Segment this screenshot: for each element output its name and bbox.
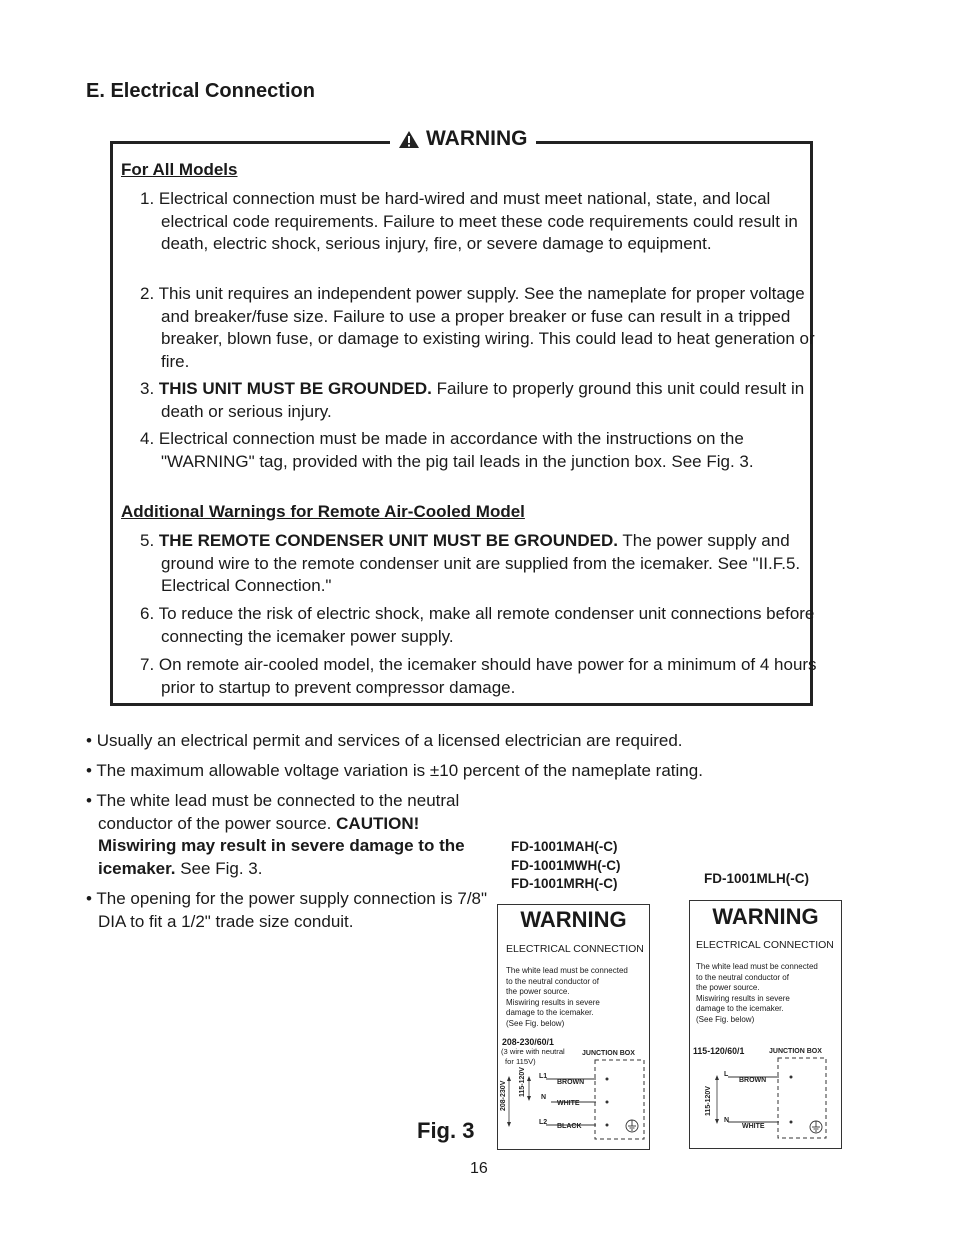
item-number: 1. — [140, 189, 155, 208]
item-number: 3. — [140, 379, 155, 398]
note-line: to the neutral conductor of — [506, 976, 599, 986]
item-text: Electrical connection must be hard-wired and must meet national, state, and local electrical code requirements. Failure to meet these code requirements could result in death, electric shock, serious injury, fire, or severe damage to equipment. — [158, 189, 798, 253]
item-number: 7. — [140, 655, 155, 674]
note-line: (3 wire with neutral — [501, 1047, 565, 1056]
tag-title: WARNING — [520, 907, 627, 932]
model-label: FD-1001MAH(-C) — [511, 839, 618, 854]
item-text: On remote air-cooled model, the icemaker should have power for a minimum of 4 hours prior to startup to prevent compressor damage. — [158, 655, 817, 697]
note-line: the power source. — [696, 983, 760, 993]
item-text: Failure to properly ground this unit could result in death or serious injury. — [161, 379, 805, 421]
item-text: Electrical connection must be made in accordance with the instructions on the "WARNING" tag, provided with the pig tail leads in the junction box. See Fig. 3. — [158, 429, 754, 471]
bullet-opening: • The opening for the power supply connection is 7/8" DIA to fit a 1/2" trade size conduit. — [86, 889, 488, 931]
junction-box-label: JUNCTION BOX — [582, 1050, 635, 1057]
item-text: This unit requires an independent power supply. See the nameplate for proper voltage and breaker/fuse size. Failure to use a proper breaker or fuse can result in a tripped breaker, blown fuse, or damage to existing wiring. This could lead to heat generation or fire. — [158, 284, 815, 371]
v-label: 115-120V — [705, 1086, 712, 1116]
item-bold: THE REMOTE CONDENSER UNIT MUST BE GROUNDED. — [158, 531, 618, 550]
junction-box — [595, 1060, 644, 1139]
v-outer-label: 208-230V — [500, 1080, 507, 1111]
note-line: Miswiring results in severe — [696, 993, 790, 1003]
model-label: FD-1001MWH(-C) — [511, 857, 621, 873]
model-label: FD-1001MRH(-C) — [511, 876, 618, 891]
warning-item-6 — [140, 603, 821, 648]
note-line: damage to the icemaker. — [696, 1004, 784, 1014]
note-line: the power source. — [506, 987, 570, 997]
note-line: Miswiring results in severe — [506, 997, 600, 1007]
tag-subtitle: ELECTRICAL CONNECTION — [506, 943, 644, 955]
note-line: for 115V) — [505, 1057, 536, 1066]
warning-item-4 — [140, 428, 821, 473]
n-label: N — [724, 1117, 730, 1124]
l2-label: L2 — [539, 1119, 548, 1126]
ground-symbol-icon — [626, 1120, 638, 1132]
v-inner-label: 115-120V — [519, 1067, 526, 1097]
tag-voltage: 115-120/60/1 — [693, 1046, 745, 1056]
item-bold: THIS UNIT MUST BE GROUNDED. — [158, 379, 432, 398]
subheading-all-models: For All Models — [121, 160, 238, 179]
warning-triangle-icon — [398, 130, 420, 149]
note-line: (See Fig. below) — [506, 1018, 565, 1028]
models-left — [511, 838, 621, 894]
warning-item-7 — [140, 654, 821, 699]
black-label: BLACK — [557, 1123, 582, 1130]
see-fig: See Fig. 3. — [180, 858, 263, 878]
bullet-text: The opening for the power supply connection is 7/8" DIA to fit a 1/2" trade size conduit. — [96, 889, 488, 931]
note-line: damage to the icemaker. — [506, 1008, 594, 1018]
warning-item-5 — [140, 530, 821, 598]
caution-text: CAUTION! Miswiring may result in severe damage to the icemaker. — [98, 813, 465, 878]
bullet-white-lead: • The white lead must be connected to the neutral conductor of the power source. CAUTION! Miswiring may result in severe damage to the icemaker. See Fig. 3. — [86, 791, 465, 878]
white-label: WHITE — [742, 1123, 765, 1130]
junction-box-label: JUNCTION BOX — [769, 1048, 822, 1055]
subheading-remote: Additional Warnings for Remote Air-Cooled Model — [121, 502, 525, 521]
page-number: 16 — [470, 1160, 488, 1177]
model-right: FD-1001MLH(-C) — [704, 871, 810, 886]
bullet-text: The maximum allowable voltage variation is ±10 percent of the nameplate rating. — [96, 761, 703, 780]
ground-symbol-icon — [810, 1121, 822, 1133]
junction-box — [778, 1058, 826, 1138]
figure-label: Fig. 3 — [417, 1118, 475, 1143]
brown-label: BROWN — [739, 1077, 767, 1084]
warning-tag-right — [689, 900, 842, 1149]
note-line: The white lead must be connected — [506, 966, 628, 975]
warning-heading-text: WARNING — [426, 127, 528, 150]
warning-heading — [390, 127, 536, 151]
item-number: 4. — [140, 429, 155, 448]
note-line: (See Fig. below) — [696, 1014, 755, 1024]
item-number: 5. — [140, 531, 155, 550]
note-line: The white lead must be connected — [696, 962, 818, 971]
bullet-text: Usually an electrical permit and services of a licensed electrician are required. — [96, 731, 683, 750]
tag-title: WARNING — [712, 904, 819, 929]
warning-item-2 — [140, 283, 821, 373]
brown-label: BROWN — [557, 1079, 585, 1086]
warning-tag-left — [497, 904, 650, 1150]
item-number: 6. — [140, 604, 155, 623]
item-text: The power supply and ground wire to the remote condenser unit are supplied from the icemaker. See "II.F.5. Electrical Connection." — [161, 531, 801, 595]
wiring-diagram-right — [690, 901, 843, 1150]
white-label: WHITE — [557, 1100, 580, 1107]
item-text: To reduce the risk of electric shock, make all remote condenser unit connections before connecting the icemaker power supply. — [158, 604, 815, 646]
note-line: to the neutral conductor of — [696, 972, 789, 982]
warning-item-3 — [140, 378, 821, 423]
tag-subtitle: ELECTRICAL CONNECTION — [696, 939, 834, 951]
n-label: N — [541, 1094, 547, 1101]
bullet-permit: • Usually an electrical permit and services of a licensed electrician are required. — [86, 731, 683, 750]
wiring-diagram-left — [498, 905, 651, 1151]
bullet-voltage: • The maximum allowable voltage variation is ±10 percent of the nameplate rating. — [86, 761, 703, 780]
bullet-text: The white lead must be connected to the neutral conductor of the power source. — [96, 791, 460, 833]
l1-label: L1 — [539, 1073, 548, 1080]
item-number: 2. — [140, 284, 155, 303]
tag-voltage: 208-230/60/1 — [502, 1037, 554, 1047]
l-label: L — [724, 1071, 729, 1078]
warning-item-1 — [140, 188, 821, 256]
section-title: E. Electrical Connection — [86, 80, 315, 102]
